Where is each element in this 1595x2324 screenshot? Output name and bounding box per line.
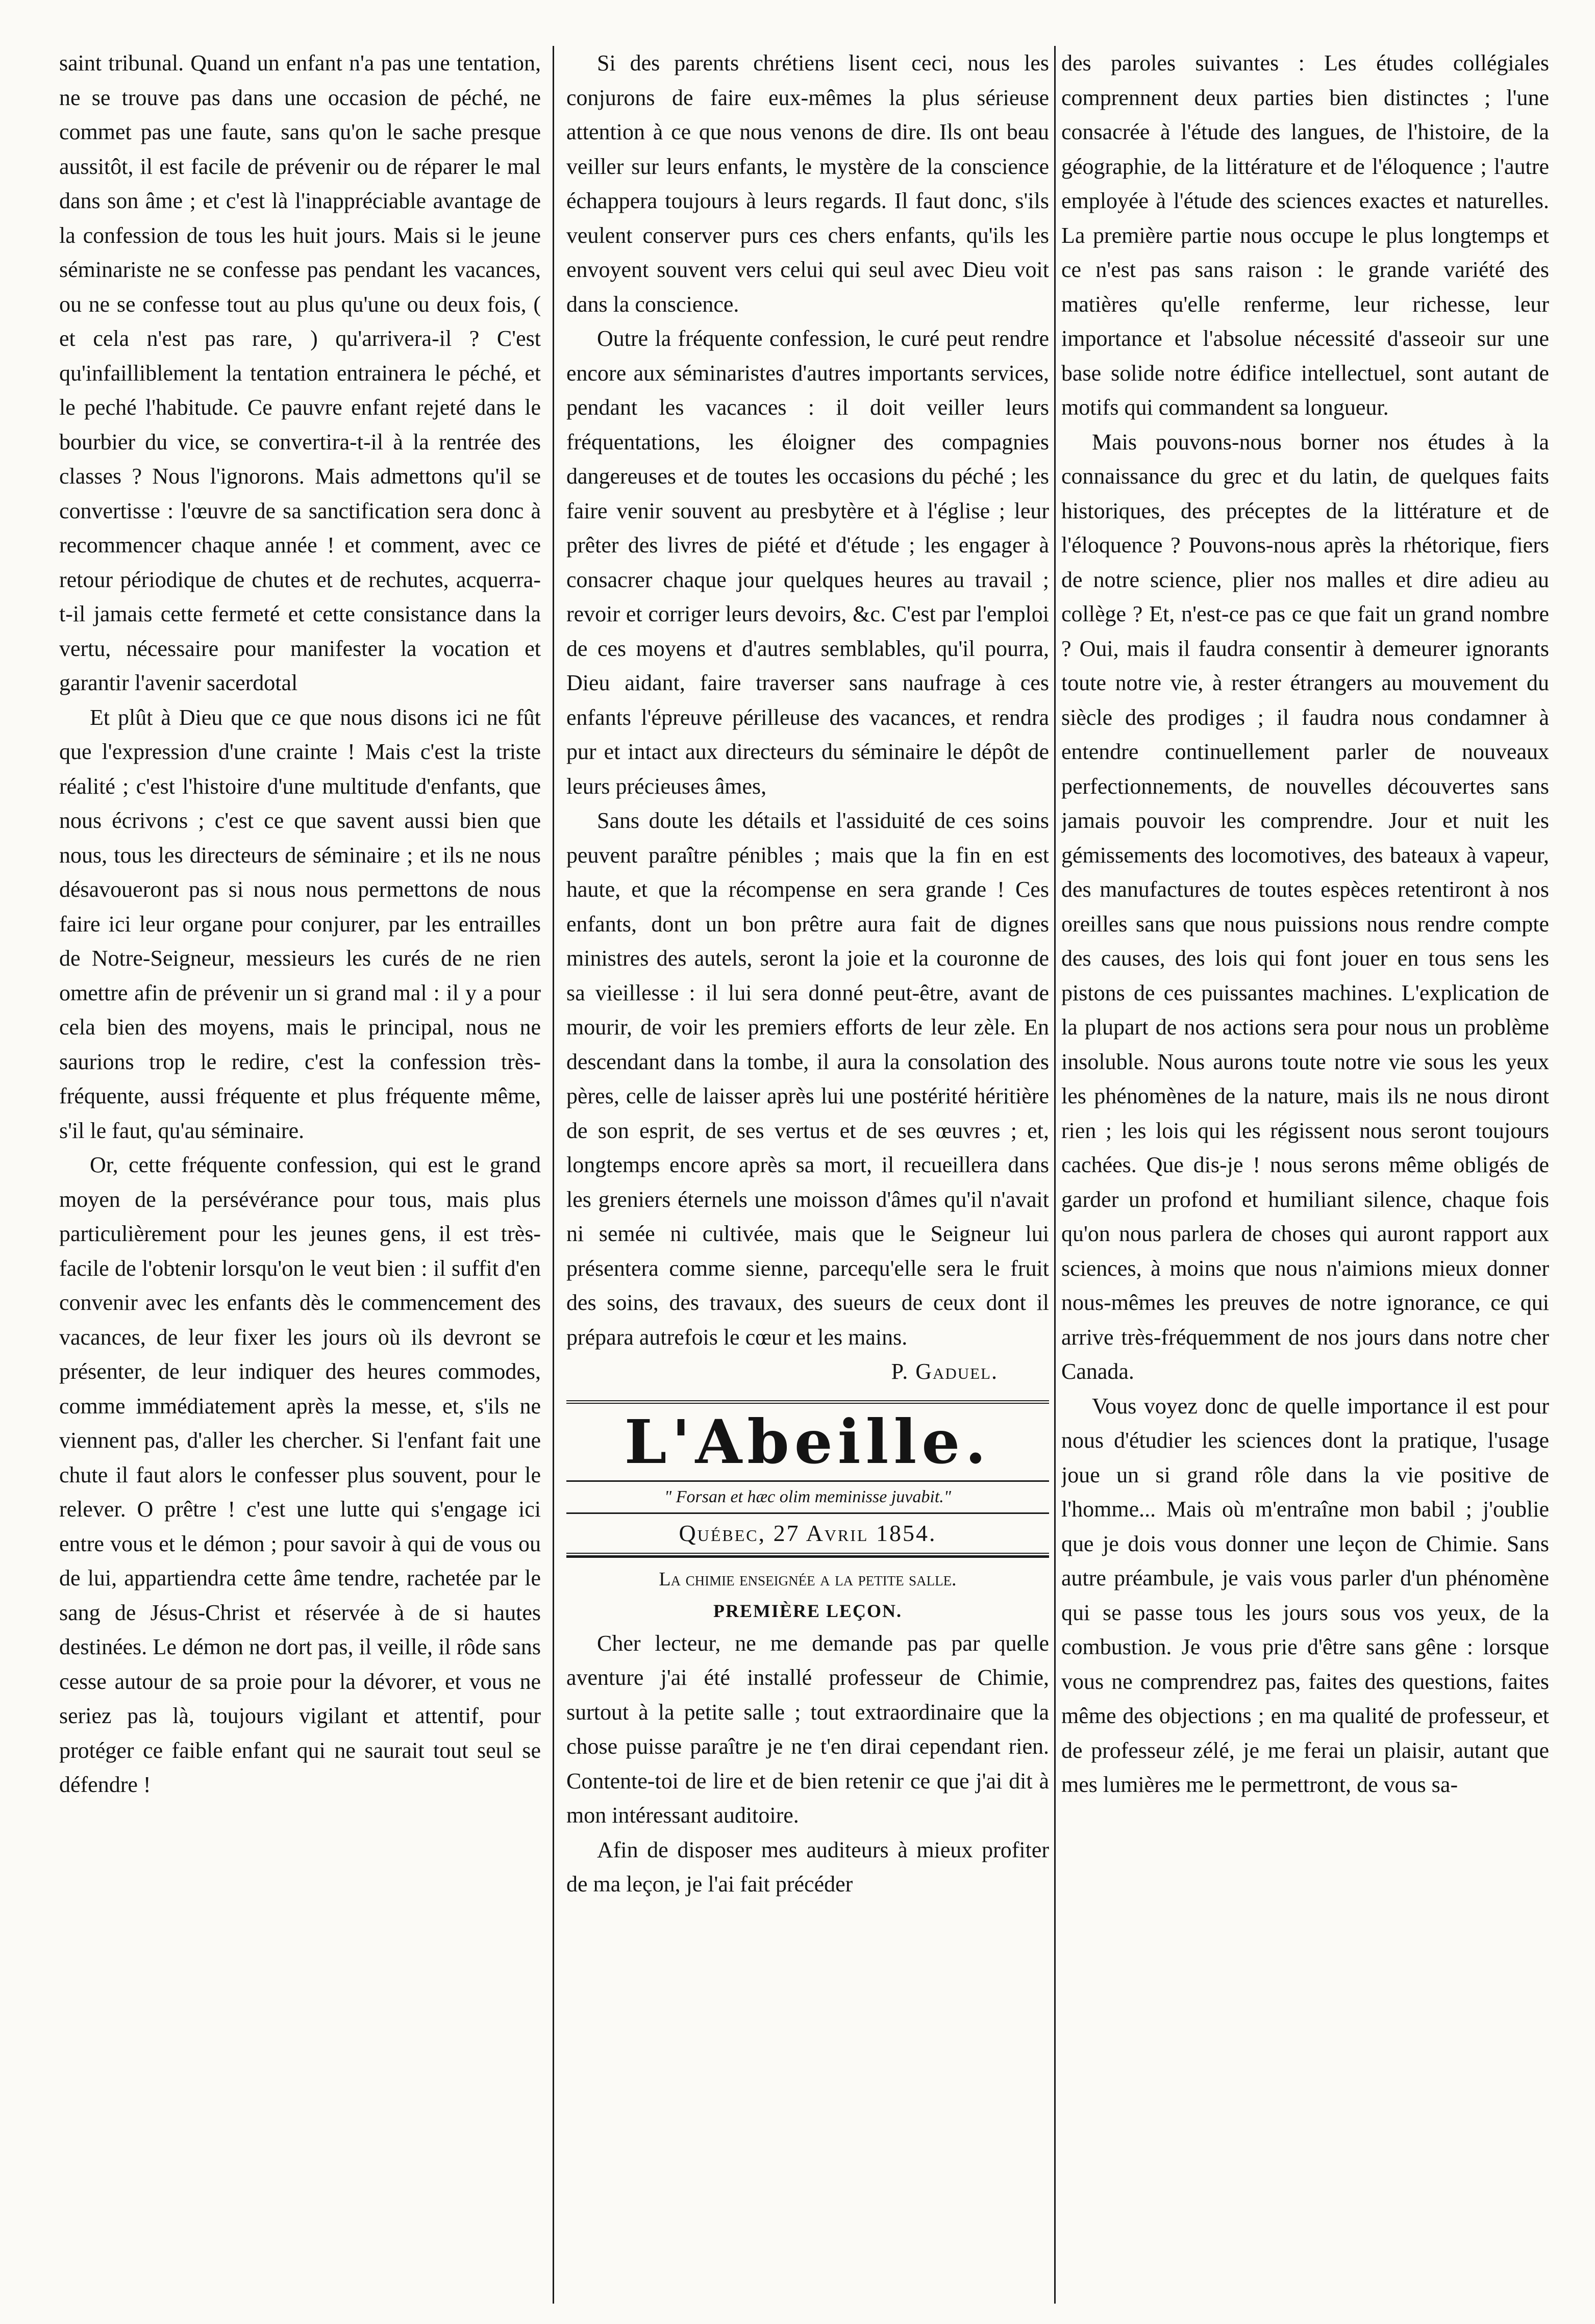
paragraph: Sans doute les détails et l'assiduité de ces soins peuvent paraître pénibles ; mais que la fin en est haute, et que la récompense en sera grande ! Ces enfants, dont un bon prêtre aura fait de dignes ministres des autels, seront la joie et la couronne de sa vieillesse : il lui sera donné peut-être, avant de mourir, de voir les premiers efforts de leur zèle. En descendant dans la tombe, il aura la consolation des pères, celle de laisser après lui une postérité héritière de son esprit, de ses vertus et de ses œuvres ; et, longtemps encore après sa mort, il recueillera dans les greniers éternels une moisson d'âmes qu'il n'avait ni semée ni cultivée, mais que le Seigneur lui présentera comme sienne, parcequ'elle sera le fruit des soins, des travaux, des sueurs de ceux dont il prépara autrefois le cœur et les mains. <box>566 808 1049 1350</box>
paragraph: Vous voyez donc de quelle importance il est pour nous d'étudier les sciences dont la pratique, l'usage joue un si grand rôle dans la vie positive de l'homme... Mais où m'entraîne mon babil ; j'oublie que je dois vous donner une leçon de Chimie. Sans autre préambule, je vais vous parler d'un phénomène qui se passe tous les jours sous vos yeux, de la combustion. Je vous prie d'être sans gêne : lorsque vous ne comprendrez pas, faites des questions, faites même des objections ; en ma qualité de professeur, et de professeur zélé, je me ferai un plaisir, autant que mes lumières me le permettront, de vous sa- <box>1061 1393 1549 1797</box>
column-1 <box>59 46 541 2304</box>
paragraph: Outre la fréquente confession, le curé peut rendre encore aux séminaristes d'autres importants services, pendant les vacances : il doit veiller leurs fréquentations, les éloigner des compagnies dangereuses et de toutes les occasions du péché ; les faire venir souvent au presbytère et à l'église ; leur prêter des livres de piété et d'étude ; les engager à consacrer chaque jour quelques heures au travail ; revoir et corriger leurs devoirs, &c. C'est par l'emploi de ces moyens et d'autres semblables, qu'il pourra, Dieu aidant, faire traverser sans naufrage à ces enfants l'épreuve périlleuse des vacances, et rendra pur et intact aux directeurs du séminaire le dépôt de leurs précieuses âmes, <box>566 326 1049 799</box>
masthead-motto: " Forsan et hæc olim meminisse juvabit." <box>566 1480 1049 1514</box>
column-rule <box>1054 46 1056 2304</box>
column-rule <box>553 46 554 2304</box>
author-signature: P. Gaduel. <box>891 1359 998 1384</box>
paragraph: des paroles suivantes : Les études collégiales comprennent deux parties bien distinctes ; l'une consacrée à l'étude des langues, de l'histoire, de la géographie, de la littérature et de l'éloquence ; l'autre employée à l'étude des sciences exactes et naturelles. La première partie nous occupe le plus longtemps et ce n'est pas sans raison : le grande variété des matières qu'elle renferme, leur richesse, leur importance et l'absolue nécessité d'asseoir sur une base solide notre édifice intellectuel, sont autant de motifs qui commandent sa longueur. <box>1061 50 1549 420</box>
paragraph: Afin de disposer mes auditeurs à mieux profiter de ma leçon, je l'ai fait précéder <box>566 1837 1049 1897</box>
paragraph: Cher lecteur, ne me demande pas par quelle aventure j'ai été installé professeur de Chimie, surtout à la petite salle ; tout extraordinaire que la chose puisse paraître je ne t'en dirai cependant rien. Contente-toi de lire et de bien retenir ce que j'ai dit à mon intéressant auditoire. <box>566 1630 1049 1828</box>
column-3 <box>1061 46 1549 2304</box>
masthead-dateline: Québec, 27 Avril 1854. <box>566 1514 1049 1556</box>
article-title: La chimie enseignée a la petite salle. <box>659 1568 957 1590</box>
paragraph: saint tribunal. Quand un enfant n'a pas une tentation, ne se trouve pas dans une occasion de péché, ne commet pas une faute, sans qu'on le sache presque aussitôt, il est facile de prévenir ou de réparer le mal dans son âme ; et c'est là l'inappréciable avantage de la confession de tous les huit jours. Mais si le jeune séminariste ne se confesse pas pendant les vacances, ou ne se confesse tout au plus qu'une ou deux fois, ( et cela n'est pas rare, ) qu'arrivera-il ? C'est qu'infailliblement la tentation entrainera le péché, et le peché l'habitude. Ce pauvre enfant rejeté dans le bourbier du vice, se convertira-t-il à la rentrée des classes ? Nous l'ignorons. Mais admettons qu'il se convertisse : l'œuvre de sa sanctification sera donc à recommencer chaque année ! et comment, avec ce retour périodique de chutes et de rechutes, acquerra-t-il jamais cette fermeté et cette consistance dans la vertu, nécessaire pour manifester la vocation et garantir l'avenir sacerdotal <box>59 50 541 695</box>
paragraph: Si des parents chrétiens lisent ceci, nous les conjurons de faire eux-mêmes la plus sérieuse attention à ce que nous venons de dire. Ils ont beau veiller sur leurs enfants, le mystère de la conscience échappera toujours à leurs regards. Il faut donc, s'ils veulent conserver purs ces chers enfants, qu'ils les envoyent souvent vers celui qui seul avec Dieu voit dans la conscience. <box>566 50 1049 317</box>
article-subtitle: PREMIÈRE LEÇON. <box>713 1600 903 1621</box>
paragraph: Et plût à Dieu que ce que nous disons ici ne fût que l'expression d'une crainte ! Mais c'est la triste réalité ; c'est l'histoire d'une multitude d'enfants, que nous écrivons ; c'est ce que savent aussi bien que nous, tous les directeurs de séminaire ; et ils ne nous désavoueront pas si nous nous permettons de nous faire ici leur organe pour conjurer, par les entrailles de Notre-Seigneur, messieurs les curés de ne rien omettre afin de prévenir un si grand mal : il y a pour cela bien des moyens, mais le principal, nous ne saurions trop le redire, c'est la confession très-fréquente, aussi fréquente et plus fréquente même, s'il le faut, qu'au séminaire. <box>59 704 541 1143</box>
masthead-title: L'Abeille. <box>624 1406 991 1477</box>
column-2 <box>566 46 1049 2304</box>
paragraph: Or, cette fréquente confession, qui est le grand moyen de la persévérance pour tous, mais plus particulièrement pour les jeunes gens, il est très-facile de l'obtenir lorsqu'on le veut bien : il suffit d'en convenir avec les enfants dès le commencement des vacances, de leur fixer les jours où ils devront se présenter, de leur indiquer des heures commodes, comme immédiatement après la messe, et, s'ils ne viennent pas, d'aller les chercher. Si l'enfant fait une chute il faut alors le confesser plus souvent, pour le relever. O prêtre ! c'est une lutte qui s'engage ici entre vous et le démon ; pour savoir à qui de vous ou de lui, appartiendra cette âme tendre, rachetée par le sang de Jésus-Christ et réservée à de si hautes destinées. Le démon ne dort pas, il veille, il rôde sans cesse autour de sa proie pour la dévorer, et vous ne seriez pas là, toujours vigilant et attentif, pour protéger ce faible enfant qui ne saurait tout seul se défendre ! <box>59 1152 541 1797</box>
masthead <box>566 1400 1049 1558</box>
paragraph: Mais pouvons-nous borner nos études à la connaissance du grec et du latin, de quelques faits historiques, des préceptes de la littérature et de l'éloquence ? Pouvons-nous après la rhétorique, fiers de notre science, plier nos malles et dire adieu au collège ? Et, n'est-ce pas ce que fait un grand nombre ? Oui, mais il faudra consentir à demeurer ignorants toute notre vie, à rester étrangers au mouvement du siècle des prodiges ; il faudra nous condamner à entendre continuellement parler de nouveaux perfectionnements, de nouvelles découvertes sans jamais pouvoir les comprendre. Jour et nuit les gémissements des locomotives, des bateaux à vapeur, des manufactures de toutes espèces retentiront à nos oreilles sans que nous puissions nous rendre compte des causes, des lois qui font jouer en tous sens les pistons de ces puissantes machines. L'explication de la plupart de nos actions sera pour nous un problème insoluble. Nous aurons toute notre vie sous les yeux les phénomènes de la nature, mais ils ne nous diront rien ; les lois qui les régissent nous seront toujours cachées. Que dis-je ! nous serons même obligés de garder un profond et humiliant silence, chaque fois qu'on nous parlera de choses qui auront rapport aux sciences, à moins que nous n'aimions mieux donner nous-mêmes les preuves de notre ignorance, ce qui arrive très-fréquemment de nos jours dans notre cher Canada. <box>1061 429 1549 1384</box>
